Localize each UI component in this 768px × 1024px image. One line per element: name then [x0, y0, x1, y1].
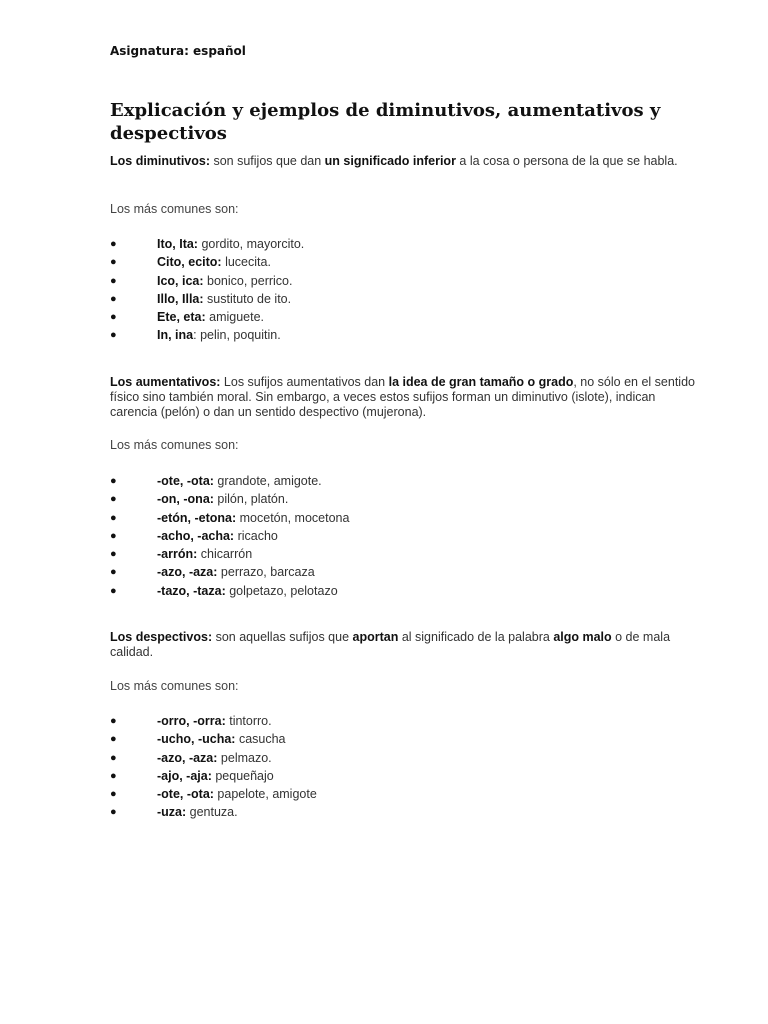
bullet-icon: ●	[110, 548, 117, 561]
suffix-label: -ote, -ota:	[157, 474, 214, 488]
bullet-icon: ●	[110, 806, 117, 819]
examples-text: tintorro.	[225, 714, 272, 728]
suffix-label: -azo, -aza:	[157, 750, 218, 765]
bullet-icon: ●	[110, 788, 117, 801]
examples-text: pequeñajo	[211, 768, 274, 783]
list-item-text	[157, 472, 322, 490]
aumentativos-bold-1: la idea de gran tamaño o grado	[388, 375, 574, 389]
despectivos-text-3: o de mala calidad.	[110, 630, 671, 659]
suffix-label: -tazo, -taza:	[157, 583, 226, 598]
suffix-label: Ico, ica:	[157, 273, 204, 288]
list-item-text	[157, 563, 315, 581]
suffix-label: Ete, eta:	[157, 310, 206, 325]
list-item-text	[157, 235, 304, 253]
bullet-icon: ●	[110, 292, 117, 305]
suffix-label: Illo, Illa:	[157, 291, 204, 306]
examples-text: gentuza.	[186, 805, 238, 820]
despectivos-term: Los despectivos:	[110, 630, 213, 644]
examples-text: casucha	[235, 732, 286, 747]
suffix-label: -azo, -aza:	[157, 565, 218, 580]
aumentativos-intro: Los más comunes son:	[110, 438, 239, 452]
bullet-icon: ●	[110, 584, 117, 597]
aumentativos-text-1: Los sufijos aumentativos dan	[220, 375, 389, 389]
despectivos-intro: Los más comunes son:	[110, 679, 239, 693]
diminutivos-term: Los diminutivos:	[110, 154, 210, 168]
list-item-text	[157, 730, 286, 748]
list-item-text	[157, 272, 292, 290]
examples-text: sustituto de ito.	[203, 291, 292, 306]
diminutivos-bold-1: un significado inferior	[324, 154, 456, 168]
subject-label: Asignatura: español	[110, 44, 246, 58]
list-item-text	[157, 749, 272, 767]
bullet-icon: ●	[110, 751, 117, 764]
examples-text: bonico, perrico.	[203, 273, 293, 288]
suffix-label: -ote, -ota:	[157, 787, 214, 802]
examples-text: lucecita.	[221, 255, 271, 270]
diminutivos-intro: Los más comunes son:	[110, 202, 239, 216]
bullet-icon: ●	[110, 529, 117, 542]
despectivos-text-1: son aquellas sufijos que	[212, 630, 353, 644]
suffix-label: -etón, -etona:	[157, 510, 237, 525]
list-item-text	[157, 785, 317, 803]
despectivos-bold-2: algo malo	[553, 630, 612, 644]
suffix-label: -arrón:	[157, 547, 198, 562]
examples-text: ricacho	[234, 528, 278, 543]
examples-text: amiguete.	[205, 310, 265, 325]
examples-text: chicarrón	[197, 547, 253, 562]
examples-text: perrazo, barcaza	[217, 565, 315, 580]
diminutivos-text-1: son sufijos que dan	[210, 154, 325, 168]
suffix-label: -acho, -acha:	[157, 528, 235, 543]
despectivos-paragraph	[110, 630, 700, 660]
bullet-icon: ●	[110, 769, 117, 782]
bullet-icon: ●	[110, 715, 117, 727]
bullet-icon: ●	[110, 274, 117, 287]
suffix-label: -on, -ona:	[157, 492, 214, 507]
bullet-icon: ●	[110, 511, 117, 524]
diminutivos-paragraph	[110, 154, 700, 169]
aumentativos-paragraph	[110, 375, 700, 420]
diminutivos-text-2: a la cosa o persona de la que se habla.	[455, 154, 678, 168]
list-item-text	[157, 803, 238, 821]
bullet-icon: ●	[110, 733, 117, 746]
suffix-label: -orro, -orra:	[157, 714, 226, 728]
aumentativos-text-2: , no sólo en el sentido físico sino también moral. Sin embargo, a veces estos sufijos forman un diminutivo (islote), indican carencia (pelón) o dan un sentido despectivo (mujerona).	[110, 375, 695, 419]
suffix-label: Cito, ecito:	[157, 255, 222, 270]
despectivos-text-2: al significado de la palabra	[398, 630, 554, 644]
bullet-icon: ●	[110, 256, 117, 269]
list-item-text	[157, 308, 264, 326]
examples-text: papelote, amigote	[213, 787, 317, 802]
document-title: Explicación y ejemplos de diminutivos, aumentativos y despectivos	[110, 100, 661, 144]
list-item-text	[157, 326, 281, 344]
list-item-text	[157, 490, 288, 508]
list-item-text	[157, 527, 278, 545]
despectivos-bold-1: aportan	[352, 630, 399, 644]
examples-text: grandote, amigote.	[213, 474, 322, 488]
list-item-text	[157, 712, 272, 730]
list-item-text	[157, 582, 338, 600]
list-item-text	[157, 509, 349, 527]
suffix-label: In, ina	[157, 328, 194, 343]
list-item-text	[157, 290, 291, 308]
suffix-label: -ucho, -ucha:	[157, 732, 236, 747]
examples-text: : pelin, poquitin.	[193, 328, 281, 343]
examples-text: pelmazo.	[217, 750, 272, 765]
suffix-label: -uza:	[157, 805, 187, 820]
bullet-icon: ●	[110, 329, 117, 342]
bullet-icon: ●	[110, 238, 117, 250]
suffix-label: Ito, Ita:	[157, 237, 198, 251]
bullet-icon: ●	[110, 566, 117, 579]
suffix-label: -ajo, -aja:	[157, 768, 212, 783]
list-item-text	[157, 253, 271, 271]
bullet-icon: ●	[110, 493, 117, 506]
examples-text: golpetazo, pelotazo	[225, 583, 338, 598]
list-item-text	[157, 767, 274, 785]
examples-text: pilón, platón.	[213, 492, 289, 507]
list-item-text	[157, 545, 252, 563]
aumentativos-term: Los aumentativos:	[110, 375, 221, 389]
examples-text: mocetón, mocetona	[236, 510, 350, 525]
bullet-icon: ●	[110, 475, 117, 487]
bullet-icon: ●	[110, 311, 117, 324]
examples-text: gordito, mayorcito.	[197, 237, 305, 251]
